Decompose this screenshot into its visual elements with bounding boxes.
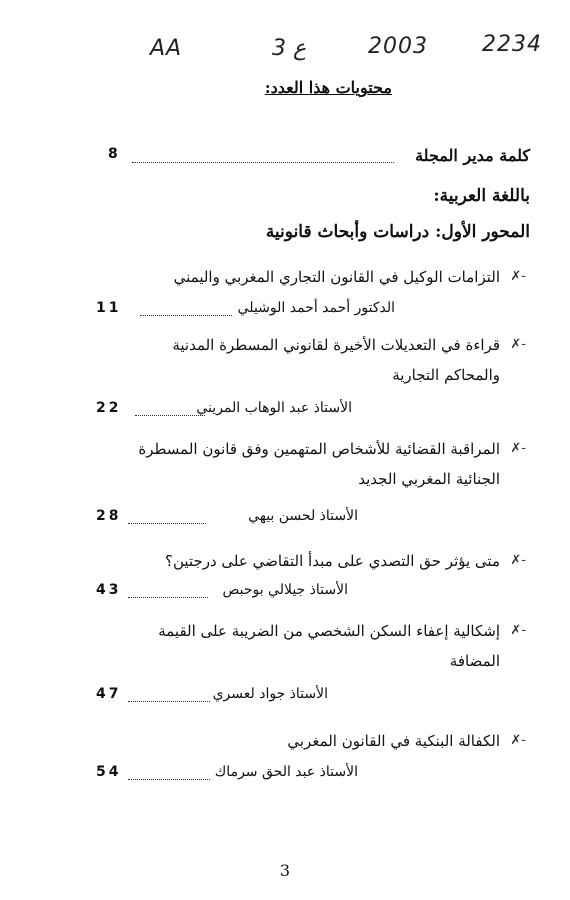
axis-title: المحور الأول: دراسات وأبحاث قانونية [265, 222, 530, 242]
contents-heading: محتويات هذا العدد: [264, 78, 392, 97]
page-number: 3 [279, 861, 291, 880]
toc-entry-title [40, 330, 526, 390]
toc-entry-page-number: 43 [96, 582, 122, 598]
toc-entry-page-number: 11 [96, 300, 122, 316]
toc-entry-author: الأستاذ عبد الحق سرماك [214, 764, 358, 780]
leader-dots [132, 162, 394, 163]
check-mark-icon: -✗ [510, 269, 526, 284]
toc-entry-title-line: إشكالية إعفاء السكن الشخصي من الضريبة على القيمة [158, 622, 500, 640]
toc-entry-title-line: الجنائية المغربي الجديد [358, 470, 500, 488]
toc-entry-title [40, 546, 526, 576]
toc-entry-author: الأستاذ لحسن بيهي [248, 508, 358, 524]
toc-entry-title-line: المضافة [449, 652, 500, 670]
handwritten-year: 2003 [368, 34, 428, 59]
leader-dots [128, 523, 206, 524]
leader-dots [128, 779, 210, 780]
toc-entry-title-line: الكفالة البنكية في القانون المغربي [287, 732, 500, 750]
toc-entry-page-number: 54 [96, 764, 122, 780]
leader-dots [128, 597, 208, 598]
toc-entry-title-line: المراقبة القضائية للأشخاص المتهمين وفق قانون المسطرة [138, 440, 500, 458]
toc-entry-title-line: متى يؤثر حق التصدي على مبدأ التقاضي على درجتين؟ [165, 552, 500, 570]
toc-entry-author: الأستاذ جيلالي بوحبص [222, 582, 348, 598]
toc-entry-title [40, 262, 526, 292]
leader-dots [128, 701, 210, 702]
check-mark-icon: -✗ [510, 623, 526, 638]
toc-entry-page-number: 22 [96, 400, 122, 416]
intro-title: كلمة مدير المجلة [415, 146, 530, 165]
toc-entry-title [40, 726, 526, 756]
check-mark-icon: -✗ [510, 553, 526, 568]
toc-entry-title-line: والمحاكم التجارية [392, 366, 500, 384]
toc-entry-page-number: 47 [96, 686, 122, 702]
toc-entry-page-number: 28 [96, 508, 122, 524]
toc-entry-author: الدكتور أحمد أحمد الوشيلي [237, 300, 395, 316]
toc-entry-title-line: قراءة في التعديلات الأخيرة لقانوني المسطرة المدنية [172, 336, 500, 354]
handwritten-issue: 3 ع [272, 36, 307, 61]
section-title: باللغة العربية: [433, 186, 530, 206]
toc-entry-title [40, 616, 526, 676]
toc-entry-title-line: التزامات الوكيل في القانون التجاري المغربي واليمني [173, 268, 500, 286]
intro-page-number: 8 [108, 146, 121, 162]
handwritten-code: 2234 [482, 32, 542, 57]
leader-dots [135, 415, 205, 416]
check-mark-icon: -✗ [510, 337, 526, 352]
check-mark-icon: -✗ [510, 441, 526, 456]
leader-dots [140, 315, 232, 316]
check-mark-icon: -✗ [510, 733, 526, 748]
toc-entry-author: الأستاذ جواد لعسري [212, 686, 328, 702]
toc-entry-title [40, 434, 526, 494]
handwritten-mark: AA [150, 36, 183, 61]
toc-entry-author: الأستاذ عبد الوهاب المريني [196, 400, 352, 416]
